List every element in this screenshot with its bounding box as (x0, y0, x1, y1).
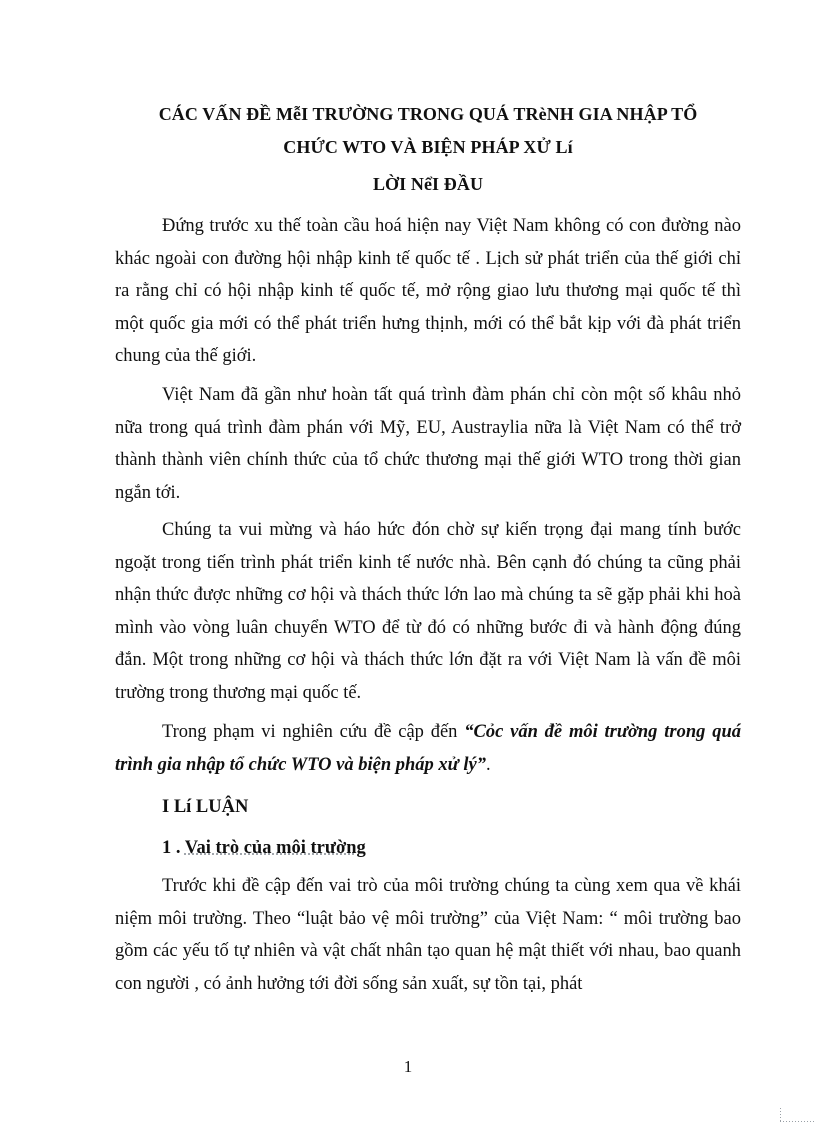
section-title: LỜI NểI ĐẦU (372, 174, 484, 194)
section-heading-text: Vai trò của môi trường (184, 838, 366, 858)
page-number: 1 (403, 1057, 413, 1076)
paragraph: Chúng ta vui mừng và háo hức đón chờ sự kiến trọng đại mang tính bước ngoặt trong tiến trình phát triển kinh tế nước nhà. Bên cạnh đó chúng ta cũng phải nhận thức được những cơ hội và thách thức lớn lao mà chúng ta sẽ gặp phải khi hoà mình vào vòng luân chuyển WTO để từ đó có những bước đi và hành động đúng đắn. Một trong những cơ hội và thách thức lớn đặt ra với Việt Nam là vấn đề môi trường trong thương mại quốc tế. (115, 520, 741, 703)
scope-end: . (485, 754, 491, 775)
scope-intro: Trong phạm vi nghiên cứu đề cập đến (162, 722, 465, 742)
document-title-line-1: CÁC VẤN ĐỀ MễI TRƯỜNG TRONG QUÁ TRèNH GIA NHẬP TỔ (158, 104, 698, 124)
page-corner-mark (780, 1108, 816, 1122)
paragraph: Đứng trước xu thế toàn cầu hoá hiện nay Việt Nam không có con đường nào khác ngoài con đường hội nhập kinh tế quốc tế . Lịch sử phát triển của thế giới chỉ ra rằng chỉ có hội nhập kinh tế quốc tế, mở rộng giao lưu thương mại quốc tế thì một quốc gia mới có thể phát triển hưng thịnh, mới có thể bắt kịp với đà phát triển chung của thế giới. (115, 216, 741, 366)
section-heading (162, 838, 366, 858)
scope-emphasis: “Cỏc vấn đề môi trường trong quá trình gia nhập tổ chức WTO và biện pháp xử lý” (115, 722, 741, 775)
section-heading-number: 1 . (162, 838, 185, 858)
document-title-line-2: CHỨC WTO VÀ BIỆN PHÁP XỬ Lí (283, 137, 573, 157)
paragraph: Trước khi đề cập đến vai trò của môi trường chúng ta cùng xem qua về khái niệm môi trường. Theo “luật bảo vệ môi trường” của Việt Nam: “ môi trường bao gồm các yếu tố tự nhiên và vật chất nhân tạo quan hệ mật thiết với nhau, bao quanh con người , có ảnh hưởng tới đời sống sản xuất, sự tồn tại, phát (115, 876, 741, 994)
part-heading: I Lí LUẬN (162, 797, 249, 817)
scope-paragraph (115, 716, 741, 781)
paragraph: Việt Nam đã gần như hoàn tất quá trình đàm phán chỉ còn một số khâu nhỏ nữa trong quá trình đàm phán với Mỹ, EU, Austraylia nữa là Việt Nam có thể trở thành thành viên chính thức của tổ chức thương mại thế giới WTO trong thời gian ngắn tới. (115, 385, 741, 503)
